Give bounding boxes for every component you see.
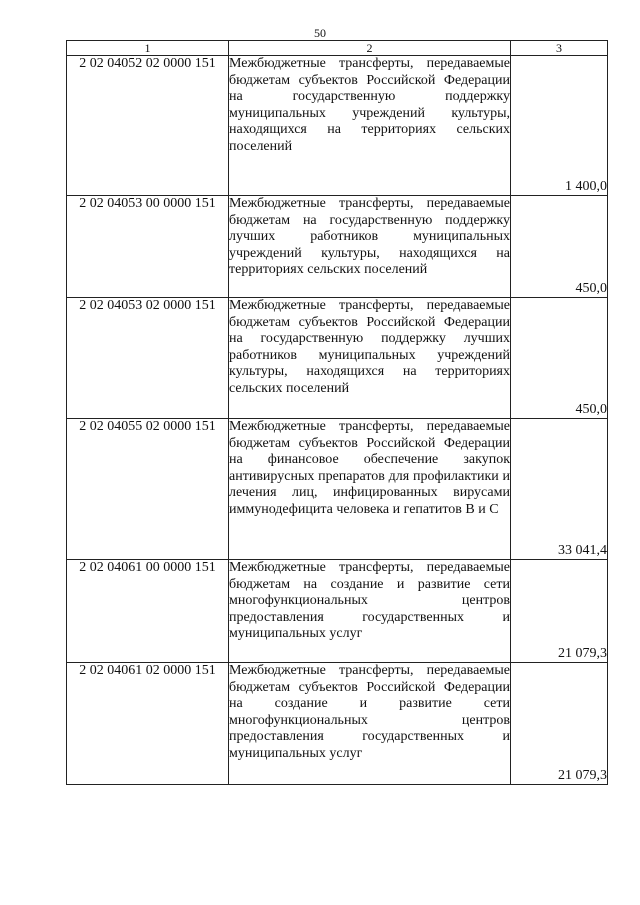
budget-revenue-table — [66, 40, 608, 785]
amount-cell: 450,0 — [511, 196, 608, 298]
description-cell — [229, 419, 511, 560]
budget-code-cell: 2 02 04052 02 0000 151 — [67, 56, 229, 196]
table-row — [67, 196, 608, 298]
page-number: 50 — [314, 26, 326, 40]
amount-cell: 33 041,4 — [511, 419, 608, 560]
amount-cell: 450,0 — [511, 298, 608, 419]
table-row — [67, 56, 608, 196]
amount-cell: 1 400,0 — [511, 56, 608, 196]
description-text: Межбюджетные трансферты, передаваемые бюджетам на создание и развитие сети многофункциональных центров предоставления государственных и муниципальных услуг — [229, 560, 510, 641]
table-header — [67, 41, 608, 56]
description-text: Межбюджетные трансферты, передаваемые бюджетам субъектов Российской Федерации на создание и развитие сети многофункциональных центров предоставления государственных и муниципальных услуг — [229, 663, 510, 761]
column-header-code: 1 — [67, 41, 229, 56]
budget-code-cell: 2 02 04061 02 0000 151 — [67, 663, 229, 785]
description-cell — [229, 56, 511, 196]
column-header-description: 2 — [229, 41, 511, 56]
table-row — [67, 663, 608, 785]
budget-code-cell: 2 02 04061 00 0000 151 — [67, 560, 229, 663]
budget-code-cell: 2 02 04053 02 0000 151 — [67, 298, 229, 419]
description-text: Межбюджетные трансферты, передаваемые бюджетам субъектов Российской Федерации на государственную поддержку муниципальных учреждений культуры, находящихся на территориях сельских поселений — [229, 56, 510, 154]
column-header-amount: 3 — [511, 41, 608, 56]
header-row — [67, 41, 608, 56]
table-row — [67, 419, 608, 560]
amount-cell: 21 079,3 — [511, 560, 608, 663]
description-text: Межбюджетные трансферты, передаваемые бюджетам на государственную поддержку лучших работников муниципальных учреждений культуры, находящихся на территориях сельских поселений — [229, 196, 510, 277]
description-cell — [229, 196, 511, 298]
amount-cell: 21 079,3 — [511, 663, 608, 785]
description-text: Межбюджетные трансферты, передаваемые бюджетам субъектов Российской Федерации на государственную поддержку лучших работников муниципальных учреждений культуры, находящихся на территориях сельских поселений — [229, 298, 510, 396]
description-cell — [229, 663, 511, 785]
budget-code-cell: 2 02 04055 02 0000 151 — [67, 419, 229, 560]
table-row — [67, 298, 608, 419]
description-cell — [229, 560, 511, 663]
table-body — [67, 56, 608, 785]
budget-code-cell: 2 02 04053 00 0000 151 — [67, 196, 229, 298]
description-text: Межбюджетные трансферты, передаваемые бюджетам субъектов Российской Федерации на финансовое обеспечение закупок антивирусных препаратов для профилактики и лечения лиц, инфицированных вирусами иммунодефицита человека и гепатитов В и С — [229, 419, 510, 517]
table-row — [67, 560, 608, 663]
description-cell — [229, 298, 511, 419]
